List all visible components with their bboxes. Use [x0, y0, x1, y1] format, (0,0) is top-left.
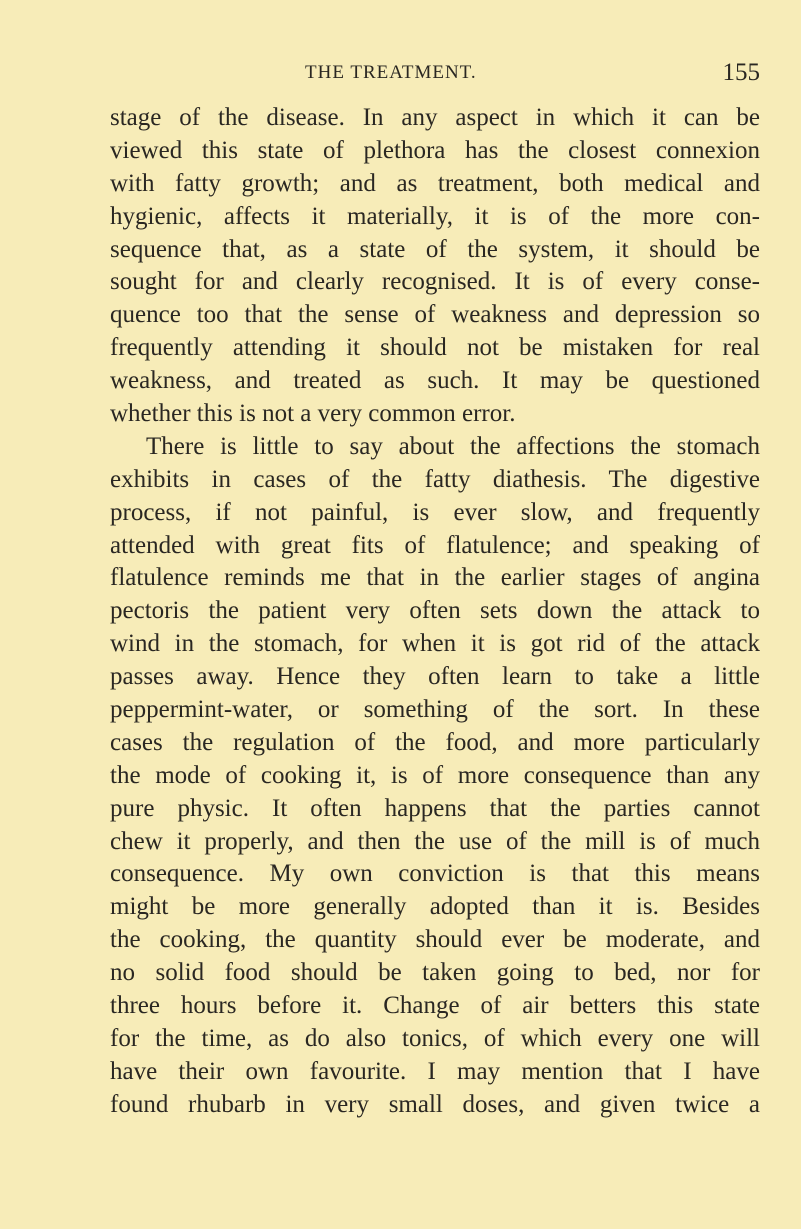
text-line: frequently attending it should not be mistaken for real [110, 334, 760, 362]
text-line: consequence. My own conviction is that this means [110, 860, 760, 888]
text-line: with fatty growth; and as treatment, both medical and [110, 169, 760, 197]
text-line: chew it properly, and then the use of the mill is of much [110, 827, 760, 855]
text-line: no solid food should be taken going to bed, nor for [110, 959, 760, 987]
text-line: pure physic. It often happens that the parties cannot [110, 794, 760, 822]
text-line: three hours before it. Change of air betters this state [110, 992, 760, 1020]
text-line: attended with great fits of flatulence; and speaking of [110, 531, 760, 559]
text-line: exhibits in cases of the fatty diathesis. The digestive [110, 465, 760, 493]
text-line: sequence that, as a state of the system, it should be [110, 235, 760, 263]
text-line: found rhubarb in very small doses, and given twice a [110, 1090, 760, 1118]
text-line: flatulence reminds me that in the earlier stages of angina [110, 564, 760, 592]
text-line: for the time, as do also tonics, of which every one will [110, 1024, 760, 1052]
page-number: 155 [722, 59, 760, 86]
text-line: have their own favourite. I may mention that I have [110, 1057, 760, 1085]
text-line: might be more generally adopted than it is. Besides [110, 893, 760, 921]
paragraph-start-line: There is little to say about the affections the stomach [146, 432, 760, 460]
text-line: weakness, and treated as such. It may be questioned [110, 367, 760, 395]
paragraph-end-line: whether this is not a very common error. [110, 400, 516, 428]
text-line: quence too that the sense of weakness and depression so [110, 301, 760, 329]
text-line: the cooking, the quantity should ever be moderate, and [110, 926, 760, 954]
text-line: hygienic, affects it materially, it is of the more con- [110, 202, 760, 230]
text-line: cases the regulation of the food, and more particularly [110, 728, 760, 756]
text-line: pectoris the patient very often sets down the attack to [110, 597, 760, 625]
running-head: THE TREATMENT. [305, 62, 477, 83]
text-line: passes away. Hence they often learn to take a little [110, 663, 760, 691]
text-line: sought for and clearly recognised. It is of every conse- [110, 268, 760, 296]
text-line: the mode of cooking it, is of more consequence than any [110, 761, 760, 789]
text-line: viewed this state of plethora has the closest connexion [110, 136, 760, 164]
text-line: wind in the stomach, for when it is got rid of the attack [110, 630, 760, 658]
text-line: process, if not painful, is ever slow, and frequently [110, 498, 760, 526]
body-text [110, 102, 760, 1122]
page-header [110, 56, 760, 90]
text-line: stage of the disease. In any aspect in which it can be [110, 104, 760, 131]
text-line: peppermint-water, or something of the sort. In these [110, 696, 760, 724]
